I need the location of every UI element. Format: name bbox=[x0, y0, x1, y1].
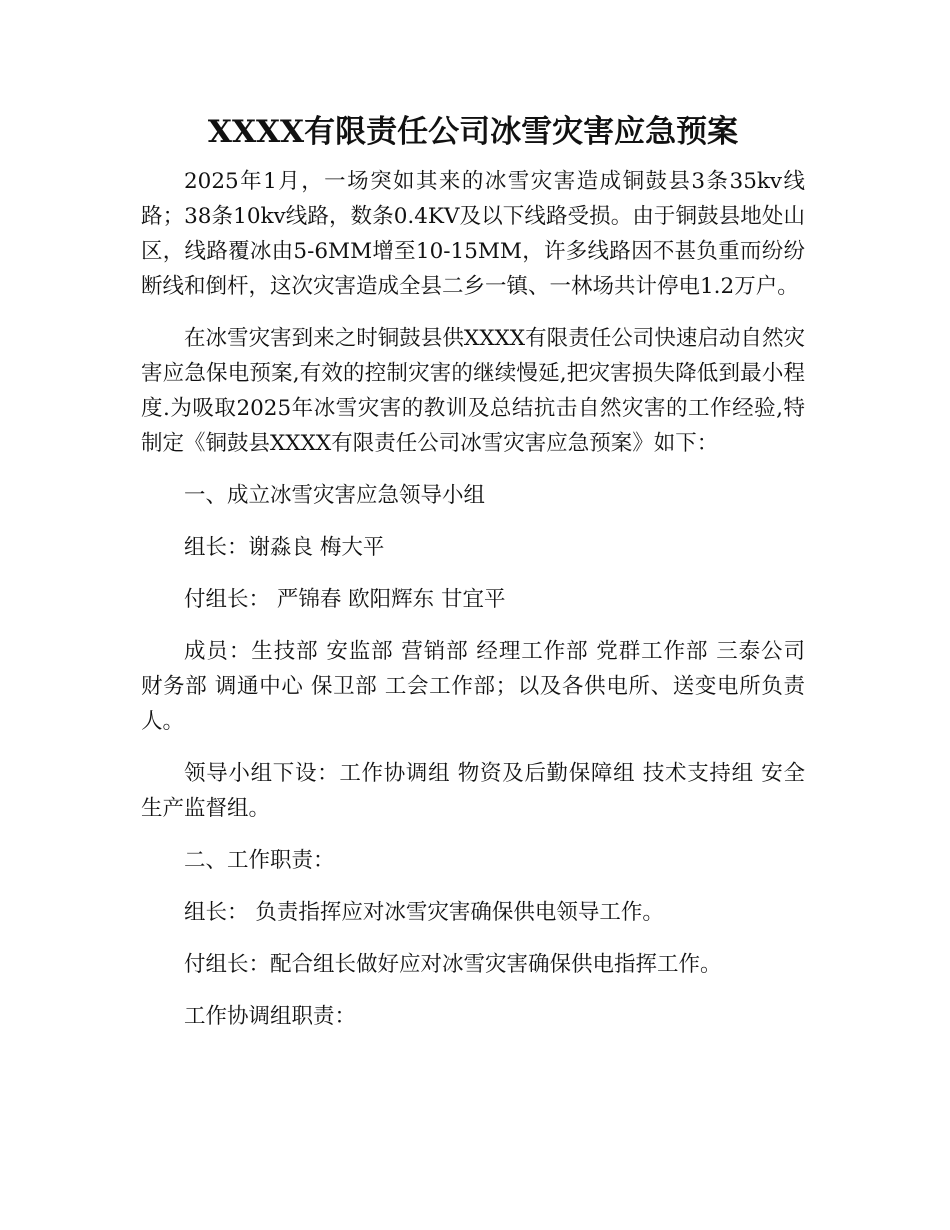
document-page bbox=[141, 112, 805, 1034]
paragraph-group-leader: 组长：谢淼良 梅大平 bbox=[184, 535, 385, 560]
paragraph-members: 成员：生技部 安监部 营销部 经理工作部 党群工作部 三泰公司 财务部 调通中心 保卫部 工会工作部；以及各供电所、送变电所负责人。 bbox=[141, 639, 805, 734]
section-heading-duties: 二、工作职责： bbox=[184, 848, 335, 873]
section-heading-leadership-group: 一、成立冰雪灾害应急领导小组 bbox=[184, 483, 486, 508]
paragraph-deputy-leader: 付组长： 严锦春 欧阳辉东 甘宜平 bbox=[184, 587, 506, 612]
document-title: XXXX有限责任公司冰雪灾害应急预案 bbox=[207, 114, 739, 150]
paragraph-coordination-group-duty: 工作协调组职责： bbox=[184, 1004, 357, 1029]
paragraph-disaster-summary: 2025年1月，一场突如其来的冰雪灾害造成铜鼓县3条35kv线路；38条10kv线路，数条0.4KV及以下线路受损。由于铜鼓县地处山区，线路覆冰由5-6MM增至10-15MM，许多线路因不甚负重而纷纷断线和倒杆，这次灾害造成全县二乡一镇、一林场共计停电1.2万户。 bbox=[141, 169, 805, 299]
paragraph-leader-duty: 组长： 负责指挥应对冰雪灾害确保供电领导工作。 bbox=[184, 900, 664, 925]
paragraph-plan-purpose: 在冰雪灾害到来之时铜鼓县供XXXX有限责任公司快速启动自然灾害应急保电预案,有效的控制灾害的继续慢延,把灾害损失降低到最小程度.为吸取2025年冰雪灾害的教训及总结抗击自然灾害的工作经验,特制定《铜鼓县XXXX有限责任公司冰雪灾害应急预案》如下： bbox=[141, 326, 805, 456]
paragraph-deputy-duty: 付组长：配合组长做好应对冰雪灾害确保供电指挥工作。 bbox=[184, 952, 722, 977]
paragraph-subgroups: 领导小组下设：工作协调组 物资及后勤保障组 技术支持组 安全生产监督组。 bbox=[141, 761, 805, 821]
